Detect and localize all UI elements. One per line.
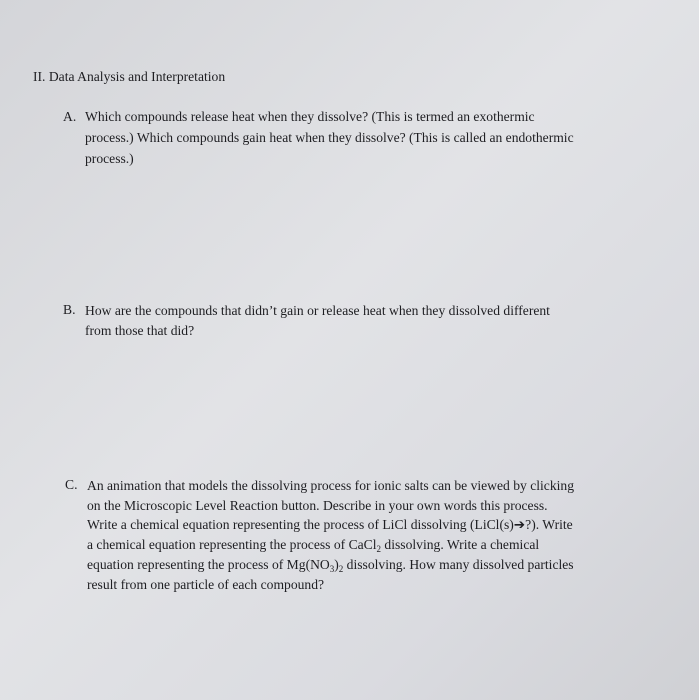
text: dissolving. Write a chemical bbox=[381, 537, 540, 552]
subscript: 2 bbox=[376, 544, 382, 554]
subscript: 2 bbox=[338, 564, 344, 574]
question-c-line: An animation that models the dissolving process for ionic salts can be viewed by clicking bbox=[87, 478, 575, 493]
question-c-label: C. bbox=[65, 477, 78, 492]
question-a-line: process.) Which compounds gain heat when they dissolve? (This is called an endothermic bbox=[85, 130, 574, 145]
question-c-line: on the Microscopic Level Reaction button. Describe in your own words this process. bbox=[87, 498, 548, 513]
question-c-line bbox=[87, 537, 539, 553]
subscript: 3 bbox=[329, 564, 335, 574]
text: dissolving. How many dissolved particles bbox=[343, 557, 574, 572]
question-c-line: result from one particle of each compound? bbox=[87, 577, 325, 592]
question-b-line: from those that did? bbox=[85, 323, 195, 338]
question-c-line: Write a chemical equation representing the process of LiCl dissolving (LiCl(s)➔?). Write bbox=[87, 517, 573, 532]
question-b-label: B. bbox=[63, 302, 76, 317]
text: ) bbox=[334, 557, 339, 572]
question-c-line bbox=[87, 557, 574, 573]
question-a-line: Which compounds release heat when they dissolve? (This is termed an exothermic bbox=[85, 109, 535, 124]
text: equation representing the process of Mg(NO bbox=[87, 557, 330, 572]
question-a-line: process.) bbox=[85, 151, 134, 166]
question-a-label: A. bbox=[63, 109, 77, 124]
question-b-line: How are the compounds that didn’t gain or release heat when they dissolved different bbox=[85, 303, 550, 318]
section-heading: II. Data Analysis and Interpretation bbox=[33, 69, 226, 84]
text: a chemical equation representing the process of CaCl bbox=[87, 537, 377, 552]
